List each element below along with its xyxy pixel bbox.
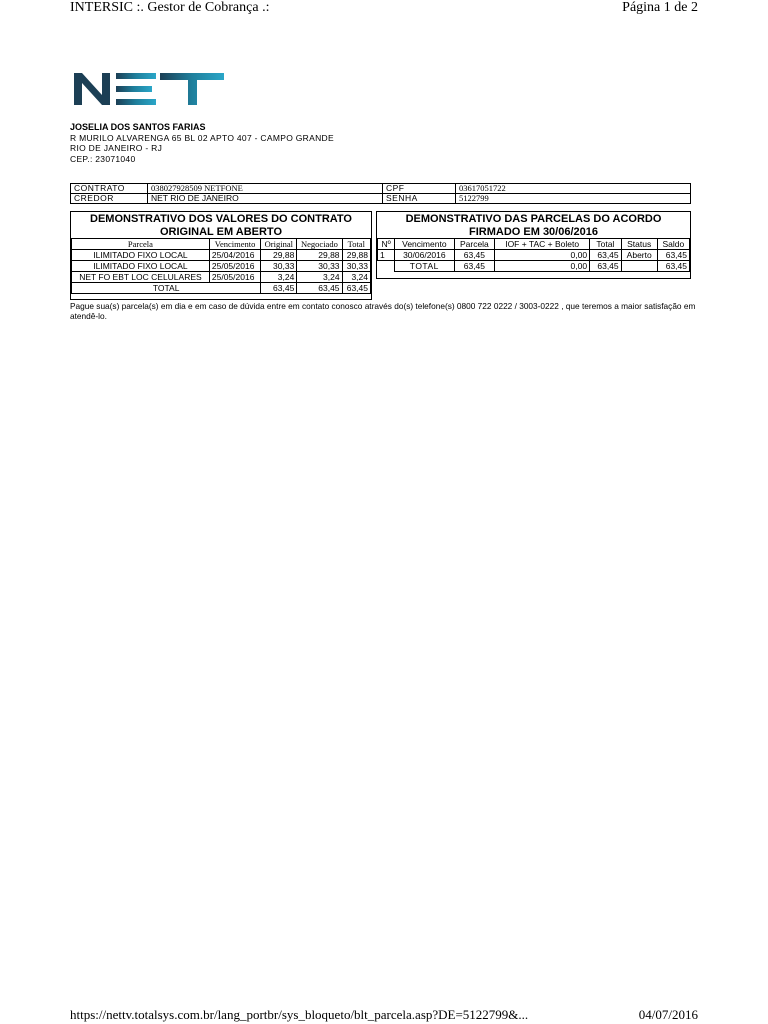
cpf-label: CPF: [383, 184, 456, 194]
contrato-label: CONTRATO: [71, 184, 148, 194]
net-logo: [72, 68, 228, 108]
original-title-line1: DEMONSTRATIVO DOS VALORES DO CONTRATO: [90, 213, 352, 225]
customer-name: JOSELIA DOS SANTOS FARIAS: [70, 122, 206, 132]
total-negociado: 63,45: [297, 283, 342, 294]
negociado-cell: 3,24: [297, 272, 342, 283]
negociado-cell: 30,33: [297, 261, 342, 272]
vencimento-cell: 25/05/2016: [209, 272, 260, 283]
col-header-total: Total: [342, 239, 370, 250]
footer-url: https://nettv.totalsys.com.br/lang_portbr/sys_bloqueto/blt_parcela.asp?DE=5122799&...: [70, 1007, 529, 1022]
col-header-original: Original: [261, 239, 297, 250]
senha-value: 5122799: [456, 194, 691, 204]
customer-city: RIO DE JANEIRO - RJ: [70, 143, 163, 153]
original-values-title: [71, 212, 371, 238]
original-title-line2: ORIGINAL EM ABERTO: [159, 225, 283, 238]
contract-info-table: [70, 183, 691, 204]
customer-address-block: [70, 122, 334, 164]
agreement-title-line2: FIRMADO EM 30/06/2016: [469, 225, 598, 238]
payment-note: Pague sua(s) parcela(s) em dia e em caso de dúvida entre em contato conosco através do(s) telefone(s) 0800 722 0222 / 3003-0222 , que teremos a maior satisfação em atendê-lo.: [70, 301, 696, 321]
parcela-cell: ILIMITADO FIXO LOCAL: [72, 261, 210, 272]
original-cell: 3,24: [261, 272, 297, 283]
table-row: [72, 261, 371, 272]
parcela-cell: 63,45: [454, 250, 495, 261]
col-header-parcela: Parcela: [454, 239, 495, 250]
parcela-cell: ILIMITADO FIXO LOCAL: [72, 250, 210, 261]
senha-label: SENHA: [383, 194, 456, 204]
cpf-value: 03617051722: [456, 184, 691, 194]
iof-cell: 0,00: [495, 250, 590, 261]
col-header-total: Total: [590, 239, 622, 250]
col-header-parcela: Parcela: [72, 239, 210, 250]
total-label: TOTAL: [72, 283, 261, 294]
original-cell: 29,88: [261, 250, 297, 261]
customer-cep: CEP.: 23071040: [70, 153, 136, 164]
credor-value: NET RIO DE JANEIRO: [148, 194, 383, 204]
table-row: [378, 250, 690, 261]
total-cell: 29,88: [342, 250, 370, 261]
col-header-iof: IOF + TAC + Boleto: [495, 239, 590, 250]
total-cell: 3,24: [342, 272, 370, 283]
table-row: [72, 250, 371, 261]
col-header-numero: Nº: [378, 239, 395, 250]
total-parcela: 63,45: [454, 261, 495, 272]
parcela-cell: NET FO EBT LOC CELULARES: [72, 272, 210, 283]
table-row: [72, 272, 371, 283]
numero-cell: 1: [378, 250, 395, 261]
vencimento-cell: 30/06/2016: [395, 250, 454, 261]
total-label: TOTAL: [395, 261, 454, 272]
col-header-vencimento: Vencimento: [209, 239, 260, 250]
original-cell: 30,33: [261, 261, 297, 272]
page-header-title: INTERSIC :. Gestor de Cobrança .:: [70, 0, 270, 15]
col-header-vencimento: Vencimento: [395, 239, 454, 250]
agreement-title-line1: DEMONSTRATIVO DAS PARCELAS DO ACORDO: [405, 213, 662, 225]
agreement-title: [377, 212, 690, 238]
contrato-value: 038027928509 NETFONE: [148, 184, 383, 194]
total-total: 63,45: [342, 283, 370, 294]
total-saldo: 63,45: [657, 261, 689, 272]
total-row: [378, 261, 690, 272]
agreement-panel: [376, 211, 691, 279]
saldo-cell: 63,45: [657, 250, 689, 261]
total-iof: 0,00: [495, 261, 590, 272]
vencimento-cell: 25/04/2016: [209, 250, 260, 261]
page-number: Página 1 de 2: [622, 0, 698, 15]
total-total: 63,45: [590, 261, 622, 272]
footer-date: 04/07/2016: [638, 1007, 698, 1022]
col-header-negociado: Negociado: [297, 239, 342, 250]
vencimento-cell: 25/05/2016: [209, 261, 260, 272]
total-cell: 30,33: [342, 261, 370, 272]
credor-label: CREDOR: [71, 194, 148, 204]
original-values-panel: [70, 211, 372, 300]
agreement-table: [377, 238, 690, 272]
customer-street: R MURILO ALVARENGA 65 BL 02 APTO 407 - CAMPO GRANDE: [70, 132, 334, 143]
col-header-saldo: Saldo: [657, 239, 689, 250]
total-status-empty: [621, 261, 657, 272]
col-header-status: Status: [621, 239, 657, 250]
total-original: 63,45: [261, 283, 297, 294]
total-cell: 63,45: [590, 250, 622, 261]
status-cell: Aberto: [621, 250, 657, 261]
total-row: [72, 283, 371, 294]
original-values-table: [71, 238, 371, 294]
negociado-cell: 29,88: [297, 250, 342, 261]
